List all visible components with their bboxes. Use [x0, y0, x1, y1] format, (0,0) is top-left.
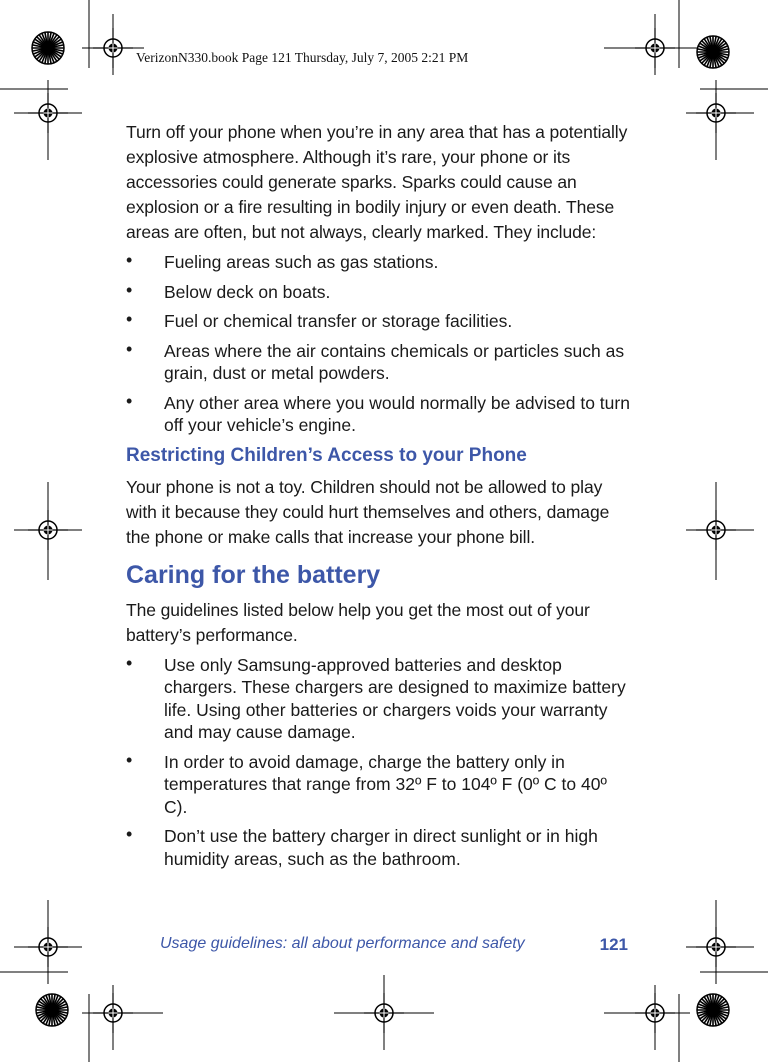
registration-mark-left-upper — [28, 93, 68, 133]
children-access-heading: Restricting Children’s Access to your Phone — [126, 444, 527, 466]
registration-mark-left-middle — [28, 510, 68, 550]
starburst-mark-bottom-left — [36, 994, 68, 1026]
list-item: • Fuel or chemical transfer or storage facilities. — [126, 309, 513, 331]
battery-care-paragraph: The guidelines listed below help you get the most out of your battery’s performance. — [126, 599, 590, 645]
bullet-icon: • — [126, 279, 133, 300]
bullet-icon: • — [126, 824, 133, 844]
print-header-stamp: VerizonN330.book Page 121 Thursday, July 7, 2005 2:21 PM — [136, 50, 469, 65]
children-access-paragraph: Your phone is not a toy. Children should not be allowed to play with it because they could hurt themselves and others, damage the phone or make calls that increase your phone bill. — [126, 476, 610, 547]
bullet-icon: • — [126, 390, 133, 411]
registration-mark-top-left — [93, 28, 133, 68]
list-item: • In order to avoid damage, charge the battery only in temperatures that range from 32º F to 104º F (0º C to 40º C). — [126, 749, 607, 817]
bullet-icon: • — [126, 309, 133, 329]
registration-mark-right-upper — [696, 93, 736, 133]
registration-mark-bottom-right — [635, 993, 675, 1033]
bullet-icon: • — [126, 338, 133, 359]
list-item: • Fueling areas such as gas stations. — [126, 250, 439, 272]
registration-mark-left-lower — [28, 927, 68, 967]
battery-guidelines-list — [126, 654, 634, 871]
list-item: • Any other area where you would normally be advised to turn off your vehicle’s engine. — [126, 390, 630, 435]
registration-mark-bottom-center — [364, 993, 404, 1033]
bullet-icon: • — [126, 749, 133, 770]
explosive-areas-list — [126, 251, 634, 437]
registration-mark-right-lower — [696, 927, 736, 967]
starburst-mark-top-left — [32, 32, 64, 64]
page-content — [126, 120, 634, 877]
list-item: • Below deck on boats. — [126, 279, 331, 302]
starburst-mark-top-right — [697, 36, 729, 68]
list-item: • Areas where the air contains chemicals or particles such as grain, dust or metal powders. — [126, 338, 625, 383]
bullet-icon: • — [126, 250, 133, 270]
starburst-mark-bottom-right — [697, 994, 729, 1026]
bullet-icon: • — [126, 652, 133, 673]
registration-mark-right-middle — [696, 510, 736, 550]
page-number: 121 — [599, 935, 628, 954]
list-item: • Use only Samsung-approved batteries and desktop chargers. These chargers are designed to maximize battery life. Using other batteries or chargers voids your warranty and may cause damage. — [126, 652, 626, 742]
list-item: • Don’t use the battery charger in direct sunlight or in high humidity areas, such as the bathroom. — [126, 824, 598, 869]
page-footer — [160, 935, 630, 959]
explosive-atmosphere-paragraph: Turn off your phone when you’re in any area that has a potentially explosive atmosphere. Although it’s rare, your phone or its accessories could generate sparks. Sparks could cause an explosion or a fire resulting in bodily injury or even death. These areas are often, but not always, clearly marked. They include: — [126, 122, 628, 242]
registration-mark-bottom-left — [93, 993, 133, 1033]
registration-mark-top-right — [635, 28, 675, 68]
battery-care-heading: Caring for the battery — [126, 560, 381, 589]
footer-section-title: Usage guidelines: all about performance and safety — [160, 935, 525, 952]
